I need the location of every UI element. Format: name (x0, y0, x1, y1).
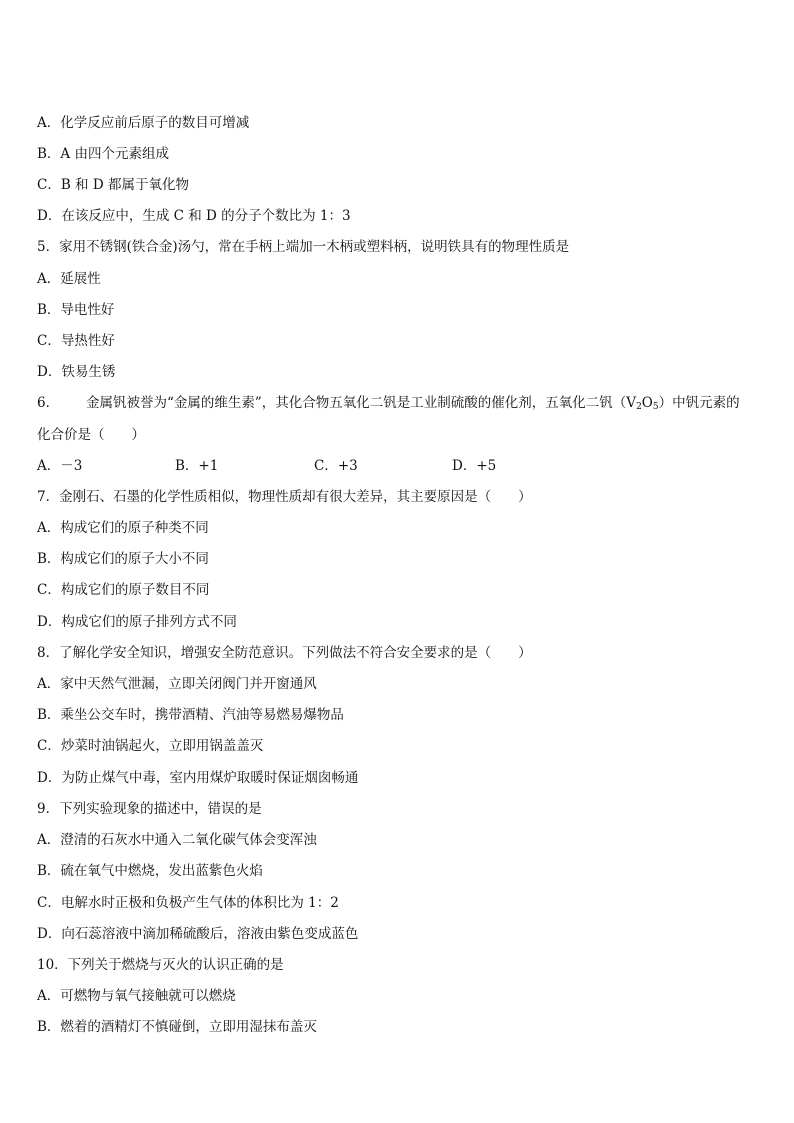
q6-option-c: C．+3 (314, 458, 358, 474)
q4-option-c: C．B 和 D 都属于氧化物 (37, 177, 189, 193)
q7-option-d: D．构成它们的原子排列方式不同 (37, 614, 237, 630)
q8-stem: 8．了解化学安全知识，增强安全防范意识。下列做法不符合安全要求的是（ ） (37, 645, 532, 661)
q4-option-a: A．化学反应前后原子的数目可增减 (37, 115, 250, 131)
q5-option-b: B．导电性好 (37, 302, 115, 318)
q9-option-b: B．硫在氧气中燃烧，发出蓝紫色火焰 (37, 863, 263, 879)
q6-text-before: 金属钒被誉为“金属的维生素”，其化合物五氧化二钒是工业制硫酸的催化剂，五氧化二钒（V (86, 395, 637, 411)
q7-option-a: A．构成它们的原子种类不同 (37, 520, 209, 536)
q5-stem: 5．家用不锈钢(铁合金)汤勺，常在手柄上端加一木柄或塑料柄，说明铁具有的物理性质是 (37, 239, 570, 255)
q6-text-mid: O (641, 395, 653, 411)
q5-option-c: C．导热性好 (37, 333, 115, 349)
q8-option-b: B．乘坐公交车时，携带酒精、汽油等易燃易爆物品 (37, 707, 344, 723)
q6-stem-line2: 化合价是（ ） (37, 427, 145, 443)
q8-option-d: D．为防止煤气中毒，室内用煤炉取暖时保证烟囱畅通 (37, 770, 359, 786)
q10-stem: 10．下列关于燃烧与灭火的认识正确的是 (37, 957, 284, 973)
q9-option-d: D．向石蕊溶液中滴加稀硫酸后，溶液由紫色变成蓝色 (37, 926, 359, 942)
q9-stem: 9．下列实验现象的描述中，错误的是 (37, 801, 262, 817)
q6-option-b: B．+1 (175, 458, 219, 474)
q9-option-a: A．澄清的石灰水中通入二氧化碳气体会变浑浊 (37, 832, 317, 848)
q9-option-c: C．电解水时正极和负极产生气体的体积比为 1：2 (37, 895, 339, 911)
q6-subscript-1: 2 (636, 402, 642, 412)
q10-option-b: B．燃着的酒精灯不慎碰倒，立即用湿抹布盖灭 (37, 1019, 317, 1035)
q4-option-d: D．在该反应中，生成 C 和 D 的分子个数比为 1：3 (37, 208, 351, 224)
q10-option-a: A．可燃物与氧气接触就可以燃烧 (37, 988, 236, 1004)
q6-subscript-2: 5 (652, 402, 659, 412)
q7-option-b: B．构成它们的原子大小不同 (37, 551, 209, 567)
q6-number: 6． (37, 395, 60, 411)
q6-text-after: ）中钒元素的 (658, 395, 740, 411)
q4-option-b: B．A 由四个元素组成 (37, 146, 169, 162)
q6-option-d: D．+5 (452, 458, 497, 474)
q8-option-c: C．炒菜时油锅起火，立即用锅盖盖灭 (37, 738, 264, 754)
q8-option-a: A．家中天然气泄漏，立即关闭阀门并开窗通风 (37, 676, 317, 692)
q6-stem (37, 393, 740, 417)
q5-option-d: D．铁易生锈 (37, 364, 116, 380)
q6-option-a: A．－3 (37, 458, 83, 474)
q5-option-a: A．延展性 (37, 271, 101, 287)
q7-option-c: C．构成它们的原子数目不同 (37, 582, 210, 598)
q7-stem: 7．金刚石、石墨的化学性质相似，物理性质却有很大差异，其主要原因是（ ） (37, 489, 532, 505)
